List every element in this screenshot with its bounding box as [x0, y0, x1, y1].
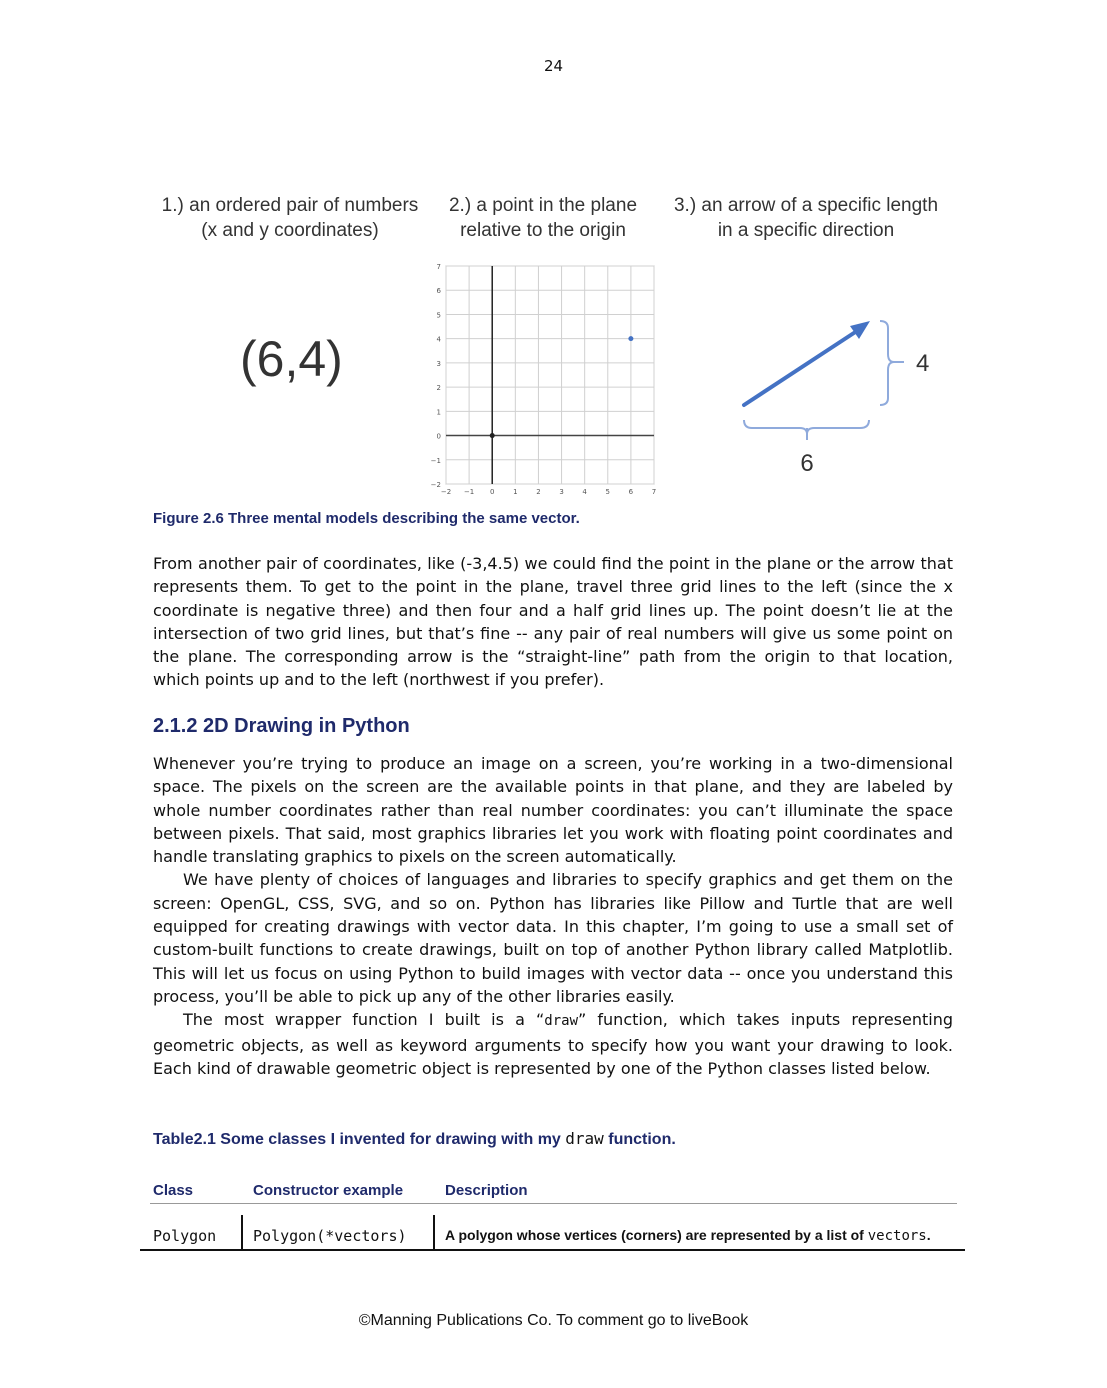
- vector-arrow: [744, 327, 863, 405]
- table-cell-class: Polygon: [153, 1227, 217, 1245]
- x-tick-label: −1: [463, 488, 475, 496]
- paragraph-text: We have plenty of choices of languages and libraries to specify graphics and get them on the screen: OpenGL, CSS, SVG, and so on. Python has libraries like Pillow and Turtle that are well equipped for creating drawings with vector data. In this chapter, I’m going to use a small set of custom-built functions to create drawings, built on top of another Python library called Matplotlib. This will let us focus on using Python to build images with vector data -- once you understand this process, you’ll be able to pick up any of the other libraries easily.: [153, 870, 953, 1006]
- figure-label-ordered-pair: [140, 193, 440, 243]
- y-tick-label: 0: [436, 432, 441, 441]
- x-tick-label: 5: [605, 488, 611, 496]
- x-tick-label: 4: [582, 488, 587, 496]
- table-cell-text: A polygon whose vertices (corners) are represented by a list of: [445, 1227, 868, 1243]
- height-bracket: [880, 321, 894, 405]
- page-number: 24: [543, 57, 564, 75]
- section-body: [153, 752, 953, 1080]
- y-tick-label: 6: [436, 287, 441, 296]
- table-bottom-rule: [140, 1249, 965, 1251]
- grid-frame: [446, 266, 654, 484]
- figure-label-line: relative to the origin: [460, 220, 626, 241]
- x-tick-label: 1: [513, 488, 518, 496]
- width-label: 6: [800, 450, 814, 477]
- inline-code: draw: [544, 1013, 578, 1030]
- figure-label-point: [433, 193, 653, 243]
- table-caption: [153, 1129, 676, 1149]
- coordinate-grid-plot: [420, 260, 670, 500]
- table-caption-text: Table2.1 Some classes I invented for drawing with my: [153, 1131, 566, 1148]
- y-tick-label: 3: [436, 359, 441, 368]
- figure-label-line: 1.) an ordered pair of numbers: [161, 195, 419, 216]
- x-tick-label: −2: [440, 488, 452, 496]
- y-tick-label: 7: [436, 263, 441, 271]
- figure-label-arrow: [661, 193, 951, 243]
- paragraph-text: Whenever you’re trying to produce an image on a screen, you’re working in a two-dimensional space. The pixels on the screen are the available points in that plane, and they are labeled by whole number coordinates rather than real number coordinates: you can’t illuminate the space between pixels. That said, most graphics libraries let you work with floating point coordinates and handle translating graphics to pixels on the screen automatically.: [153, 754, 953, 867]
- footer: ©Manning Publications Co. To comment go to liveBook: [358, 1312, 749, 1329]
- figure-label-line: 2.) a point in the plane: [448, 195, 638, 216]
- table-header-rule: [150, 1203, 957, 1204]
- y-tick-label: −2: [430, 481, 441, 489]
- table-caption-text: function.: [603, 1131, 676, 1148]
- arrowhead-icon: [850, 321, 870, 339]
- section-heading: 2.1.2 2D Drawing in Python: [153, 715, 410, 737]
- y-tick-label: 1: [436, 408, 441, 417]
- x-tick-label: 7: [651, 488, 657, 496]
- inline-code: draw: [565, 1129, 604, 1148]
- x-tick-label: 6: [628, 488, 634, 496]
- x-tick-label: 3: [559, 488, 564, 496]
- inline-code: vectors: [867, 1228, 927, 1244]
- table-cell-constructor: Polygon(*vectors): [253, 1227, 407, 1245]
- figure-label-line: (x and y coordinates): [201, 220, 379, 241]
- paragraph-text: The most wrapper function I built is a “: [183, 1010, 545, 1030]
- paragraph-text: From another pair of coordinates, like (-3,4.5) we could find the point in the plane or the arrow that represents them. To get to the point in the plane, travel three grid lines to the left (since the x coordinate is negative three) and then four and a half grid lines up. The point doesn’t lie at the intersection of two grid lines, but that’s fine -- any pair of real numbers will give us some point on the plane. The corresponding arrow is the “straight-line” path from the origin to that location, which points up and to the left (northwest if you prefer).: [153, 554, 953, 690]
- y-tick-label: −1: [430, 456, 441, 465]
- paragraph-text: ” function, which takes inputs representing geometric objects, as well as keyword arguments to specify how you want your drawing to look. Each kind of drawable geometric object is represented by one of the Python classes listed below.: [153, 1010, 953, 1078]
- table-header-class: Class: [153, 1182, 194, 1199]
- x-tick-label: 0: [489, 488, 495, 496]
- table-column-divider: [433, 1215, 435, 1249]
- y-tick-label: 4: [436, 335, 441, 344]
- paragraph-with-code: [153, 1008, 953, 1080]
- y-tick-label: 5: [436, 311, 441, 320]
- origin-point: [490, 433, 495, 438]
- x-tick-label: 2: [536, 488, 541, 496]
- table-header-description: Description: [445, 1182, 528, 1199]
- figure-caption: Figure 2.6 Three mental models describing the same vector.: [153, 510, 580, 527]
- table-cell-text: .: [926, 1227, 931, 1243]
- table-header-constructor: Constructor example: [253, 1182, 404, 1199]
- table-cell-description: [445, 1227, 931, 1244]
- arrow-diagram: [730, 310, 960, 480]
- y-tick-label: 2: [436, 384, 441, 393]
- table-column-divider: [241, 1215, 243, 1249]
- figure-label-line: 3.) an arrow of a specific length: [673, 195, 939, 216]
- intro-paragraph: [153, 552, 953, 692]
- ordered-pair-text: (6,4): [240, 331, 343, 387]
- height-label: 4: [916, 350, 930, 377]
- vector-point: [628, 336, 633, 341]
- figure-label-line: in a specific direction: [717, 220, 895, 241]
